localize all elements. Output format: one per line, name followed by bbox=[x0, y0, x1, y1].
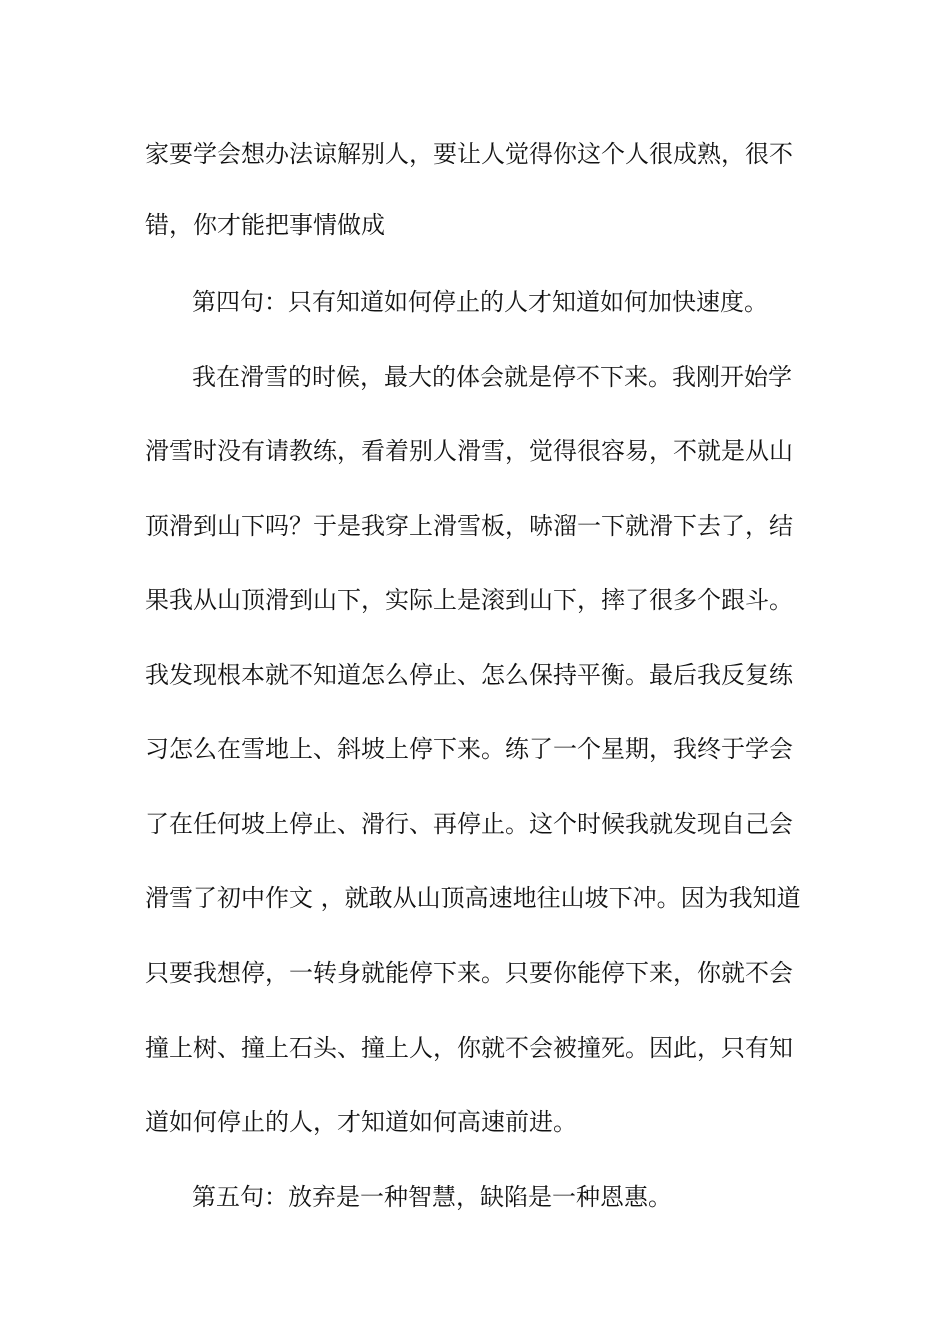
text-line: 家要学会想办法谅解别人，要让人觉得你这个人很成熟，很不 bbox=[145, 140, 793, 168]
text-line: 果我从山顶滑到山下，实际上是滚到山下，摔了很多个跟斗。 bbox=[145, 586, 793, 614]
text-line: 习怎么在雪地上、斜坡上停下来。练了一个星期，我终于学会 bbox=[145, 735, 793, 763]
text-line: 道如何停止的人，才知道如何高速前进。 bbox=[145, 1108, 577, 1136]
text-line: 顶滑到山下吗？于是我穿上滑雪板，哧溜一下就滑下去了，结 bbox=[145, 512, 793, 540]
text-line: 只要我想停，一转身就能停下来。只要你能停下来，你就不会 bbox=[145, 959, 793, 987]
text-line: 我在滑雪的时候，最大的体会就是停不下来。我刚开始学 bbox=[192, 363, 792, 391]
section-heading-4: 第四句：只有知道如何停止的人才知道如何加快速度。 bbox=[192, 288, 768, 316]
text-line: 滑雪时没有请教练，看着别人滑雪，觉得很容易，不就是从山 bbox=[145, 437, 793, 465]
text-line: 撞上树、撞上石头、撞上人，你就不会被撞死。因此，只有知 bbox=[145, 1034, 793, 1062]
text-line: 我发现根本就不知道怎么停止、怎么保持平衡。最后我反复练 bbox=[145, 661, 793, 689]
text-line: 错，你才能把事情做成 bbox=[145, 211, 385, 239]
section-heading-5: 第五句：放弃是一种智慧，缺陷是一种恩惠。 bbox=[192, 1183, 672, 1211]
text-line: 了在任何坡上停止、滑行、再停止。这个时候我就发现自己会 bbox=[145, 810, 793, 838]
text-line: 滑雪了初中作文 ，就敢从山顶高速地往山坡下冲。因为我知道 bbox=[145, 884, 801, 912]
